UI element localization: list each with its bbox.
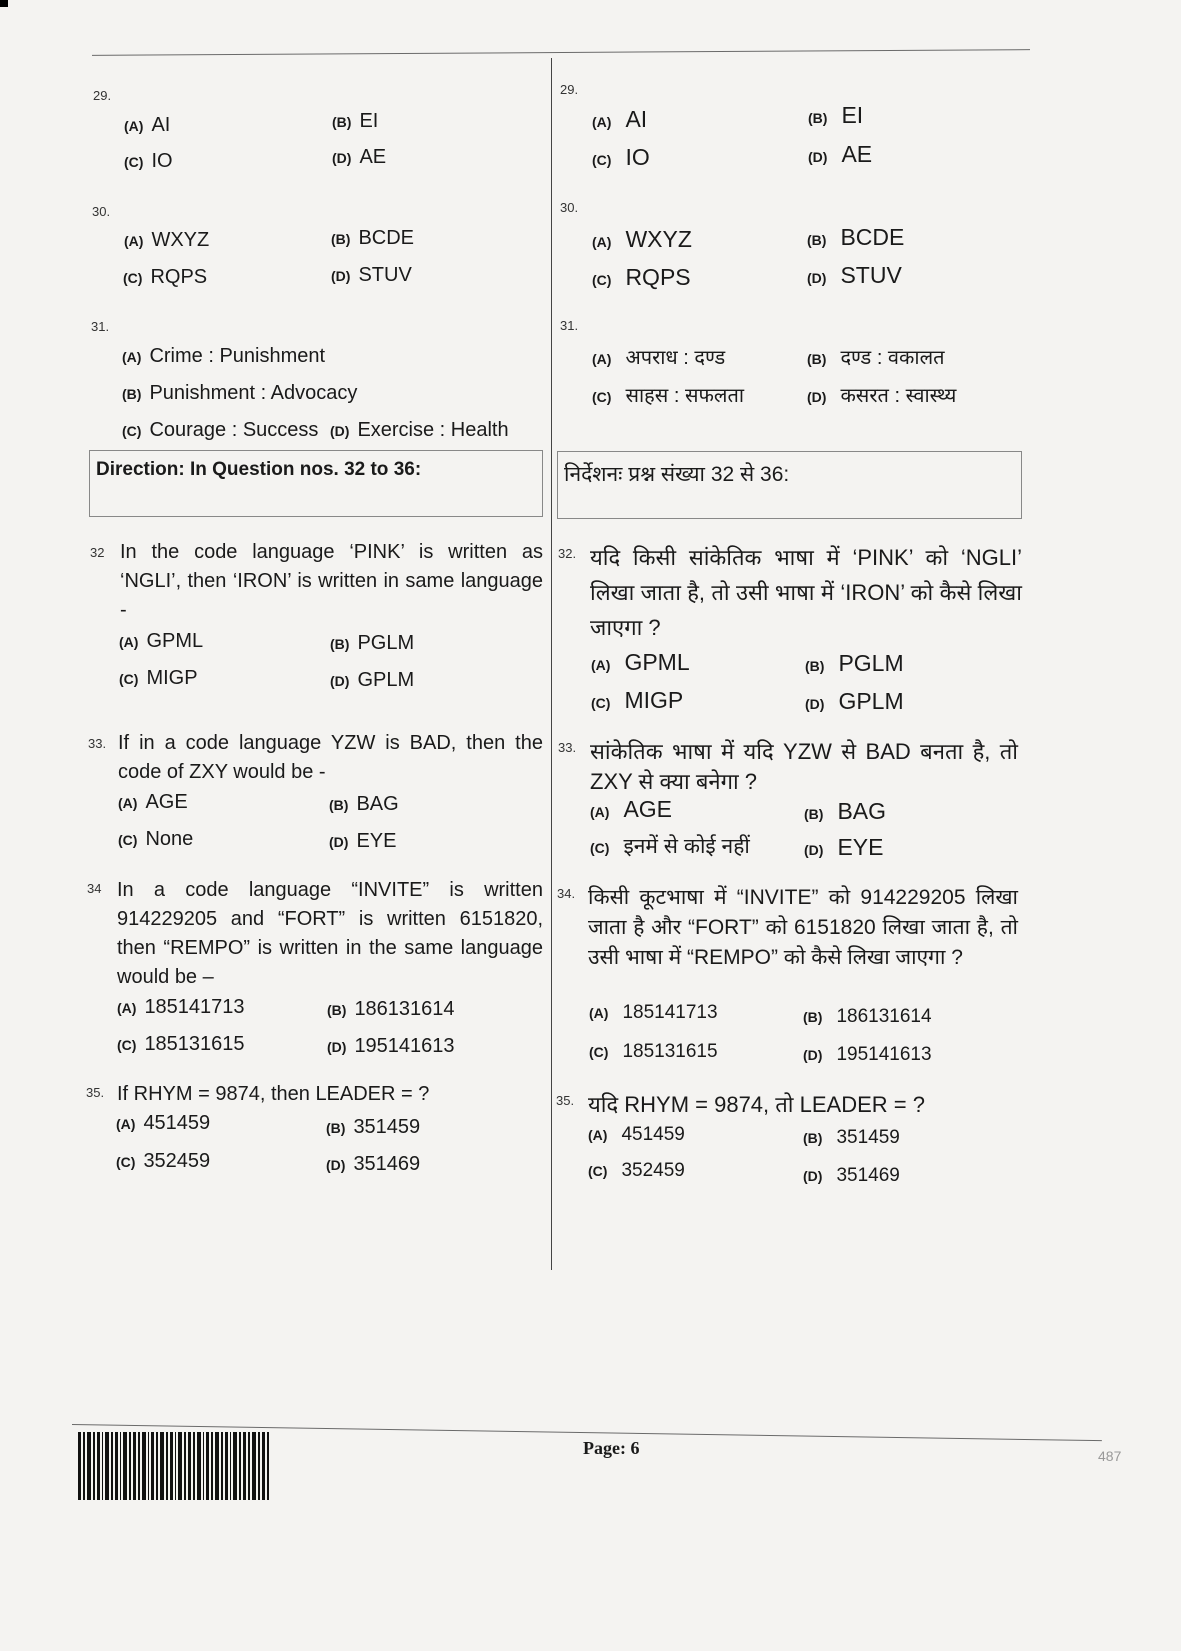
option-d[interactable]: (D) EYE — [329, 830, 397, 852]
option-b[interactable]: (B) 186131614 — [327, 998, 455, 1020]
option-c[interactable]: (C) RQPS — [592, 264, 691, 290]
question-number: 30. — [92, 204, 111, 219]
option-a[interactable]: (A) GPML — [119, 630, 204, 652]
option-c[interactable]: (C) Courage : Success — [122, 419, 319, 441]
question-text: किसी कूटभाषा में “INVITE” को 914229205 लिखा जाता है और “FORT” को 6151820 लिखा जाता है, तो उसी भाषा में “REMPO” को कैसे लिखा जाएगा ? — [588, 886, 1018, 969]
option-b[interactable]: (B) EI — [808, 102, 864, 128]
question-number: 32. — [558, 546, 577, 561]
option-b[interactable]: (B) 351459 — [803, 1127, 900, 1148]
option-d[interactable]: (D) 195141613 — [327, 1035, 455, 1057]
option-d[interactable]: (D) STUV — [331, 264, 412, 286]
option-c[interactable]: (C) MIGP — [119, 667, 198, 689]
option-a[interactable]: (A) AGE — [590, 796, 673, 822]
option-b[interactable]: (B) BCDE — [807, 224, 905, 250]
option-a[interactable]: (A) 185141713 — [117, 996, 245, 1018]
option-b[interactable]: (B) BAG — [804, 798, 887, 824]
option-a[interactable]: (A) Crime : Punishment — [122, 345, 326, 367]
question-number: 32 — [90, 545, 105, 560]
option-d[interactable]: (D) Exercise : Health — [330, 419, 509, 441]
barcode-icon — [78, 1432, 270, 1506]
option-a[interactable]: (A) 451459 — [116, 1112, 211, 1134]
option-a[interactable]: (A) WXYZ — [592, 226, 692, 252]
option-d[interactable]: (D) 351469 — [326, 1153, 421, 1175]
question-number: 31. — [560, 318, 579, 333]
option-b[interactable]: (B) 186131614 — [803, 1006, 932, 1027]
option-b[interactable]: (B) PGLM — [805, 650, 904, 676]
direction-text: Direction: In Question nos. 32 to 36: — [96, 459, 422, 480]
option-d[interactable]: (D) EYE — [804, 834, 884, 860]
scan-corner-mark — [0, 0, 8, 7]
option-b[interactable]: (B) EI — [332, 110, 379, 132]
option-c[interactable]: (C) 352459 — [116, 1150, 211, 1172]
option-c[interactable]: (C) None — [118, 828, 194, 850]
option-b[interactable]: (B) Punishment : Advocacy — [122, 382, 358, 404]
option-a[interactable]: (A) AGE — [118, 791, 188, 813]
option-a[interactable]: (A) WXYZ — [124, 229, 210, 251]
option-b[interactable]: (B) BAG — [329, 793, 399, 815]
option-c[interactable]: (C) MIGP — [591, 687, 684, 713]
direction-text: निर्देशनः प्रश्न संख्या 32 से 36: — [564, 463, 790, 486]
option-b[interactable]: (B) 351459 — [326, 1116, 421, 1138]
option-d[interactable]: (D) STUV — [807, 262, 902, 288]
option-d[interactable]: (D) GPLM — [805, 688, 904, 714]
option-d[interactable]: (D) 195141613 — [803, 1044, 932, 1065]
question-text: In the code language ‘PINK’ is written as ‘NGLI’, then ‘IRON’ is written in same language - — [120, 541, 543, 621]
question-number: 33. — [88, 736, 107, 751]
question-number: 35. — [556, 1093, 575, 1108]
option-c[interactable]: (C) 185131615 — [589, 1041, 718, 1062]
question-text: In a code language “INVITE” is written 914229205 and “FORT” is written 6151820, then “REMPO” is written in the same language would be – — [117, 879, 543, 988]
direction-box — [89, 450, 543, 517]
question-number: 29. — [560, 82, 579, 97]
option-c[interactable]: (C) 352459 — [588, 1160, 685, 1181]
question-text: If RHYM = 9874, then LEADER = ? — [117, 1083, 430, 1105]
option-d[interactable]: (D) कसरत : स्वास्थ्य — [807, 385, 957, 407]
question-number: 30. — [560, 200, 579, 215]
question-number: 29. — [93, 88, 112, 103]
option-d[interactable]: (D) AE — [808, 141, 873, 167]
question-number: 33. — [558, 740, 577, 755]
question-text: यदि RHYM = 9874, तो LEADER = ? — [588, 1092, 925, 1117]
option-c[interactable]: (C) IO — [592, 144, 650, 170]
top-rule — [92, 49, 1030, 56]
option-d[interactable]: (D) 351469 — [803, 1165, 900, 1186]
option-a[interactable]: (A) अपराध : दण्ड — [592, 347, 726, 369]
option-c[interactable]: (C) साहस : सफलता — [592, 385, 745, 407]
column-divider — [551, 58, 552, 1270]
question-text: सांकेतिक भाषा में यदि YZW से BAD बनता है, तो ZXY से क्या बनेगा ? — [590, 739, 1018, 794]
option-a[interactable]: (A) AI — [124, 114, 171, 136]
option-c[interactable]: (C) इनमें से कोई नहीं — [590, 835, 750, 858]
question-text: If in a code language YZW is BAD, then the code of ZXY would be - — [118, 732, 543, 783]
corner-code: 487 — [1098, 1448, 1122, 1464]
option-c[interactable]: (C) RQPS — [123, 266, 208, 288]
question-number: 34. — [557, 886, 576, 901]
option-b[interactable]: (B) दण्ड : वकालत — [807, 347, 945, 369]
option-a[interactable]: (A) GPML — [591, 649, 690, 675]
direction-box — [557, 451, 1022, 519]
question-number: 31. — [91, 319, 110, 334]
option-b[interactable]: (B) BCDE — [331, 227, 415, 249]
question-number: 35. — [86, 1085, 105, 1100]
option-a[interactable]: (A) 451459 — [588, 1124, 685, 1145]
page-number: Page: 6 — [583, 1438, 640, 1458]
option-c[interactable]: (C) IO — [124, 150, 173, 172]
option-a[interactable]: (A) AI — [592, 106, 648, 132]
question-number: 34 — [87, 881, 102, 896]
option-a[interactable]: (A) 185141713 — [589, 1002, 718, 1023]
option-c[interactable]: (C) 185131615 — [117, 1033, 245, 1055]
option-b[interactable]: (B) PGLM — [330, 632, 415, 654]
option-d[interactable]: (D) AE — [332, 146, 387, 168]
question-text: यदि किसी सांकेतिक भाषा में ‘PINK’ को ‘NGLI’ लिखा जाता है, तो उसी भाषा में ‘IRON’ को कैसे लिखा जाएगा ? — [590, 545, 1022, 640]
option-d[interactable]: (D) GPLM — [330, 669, 415, 691]
